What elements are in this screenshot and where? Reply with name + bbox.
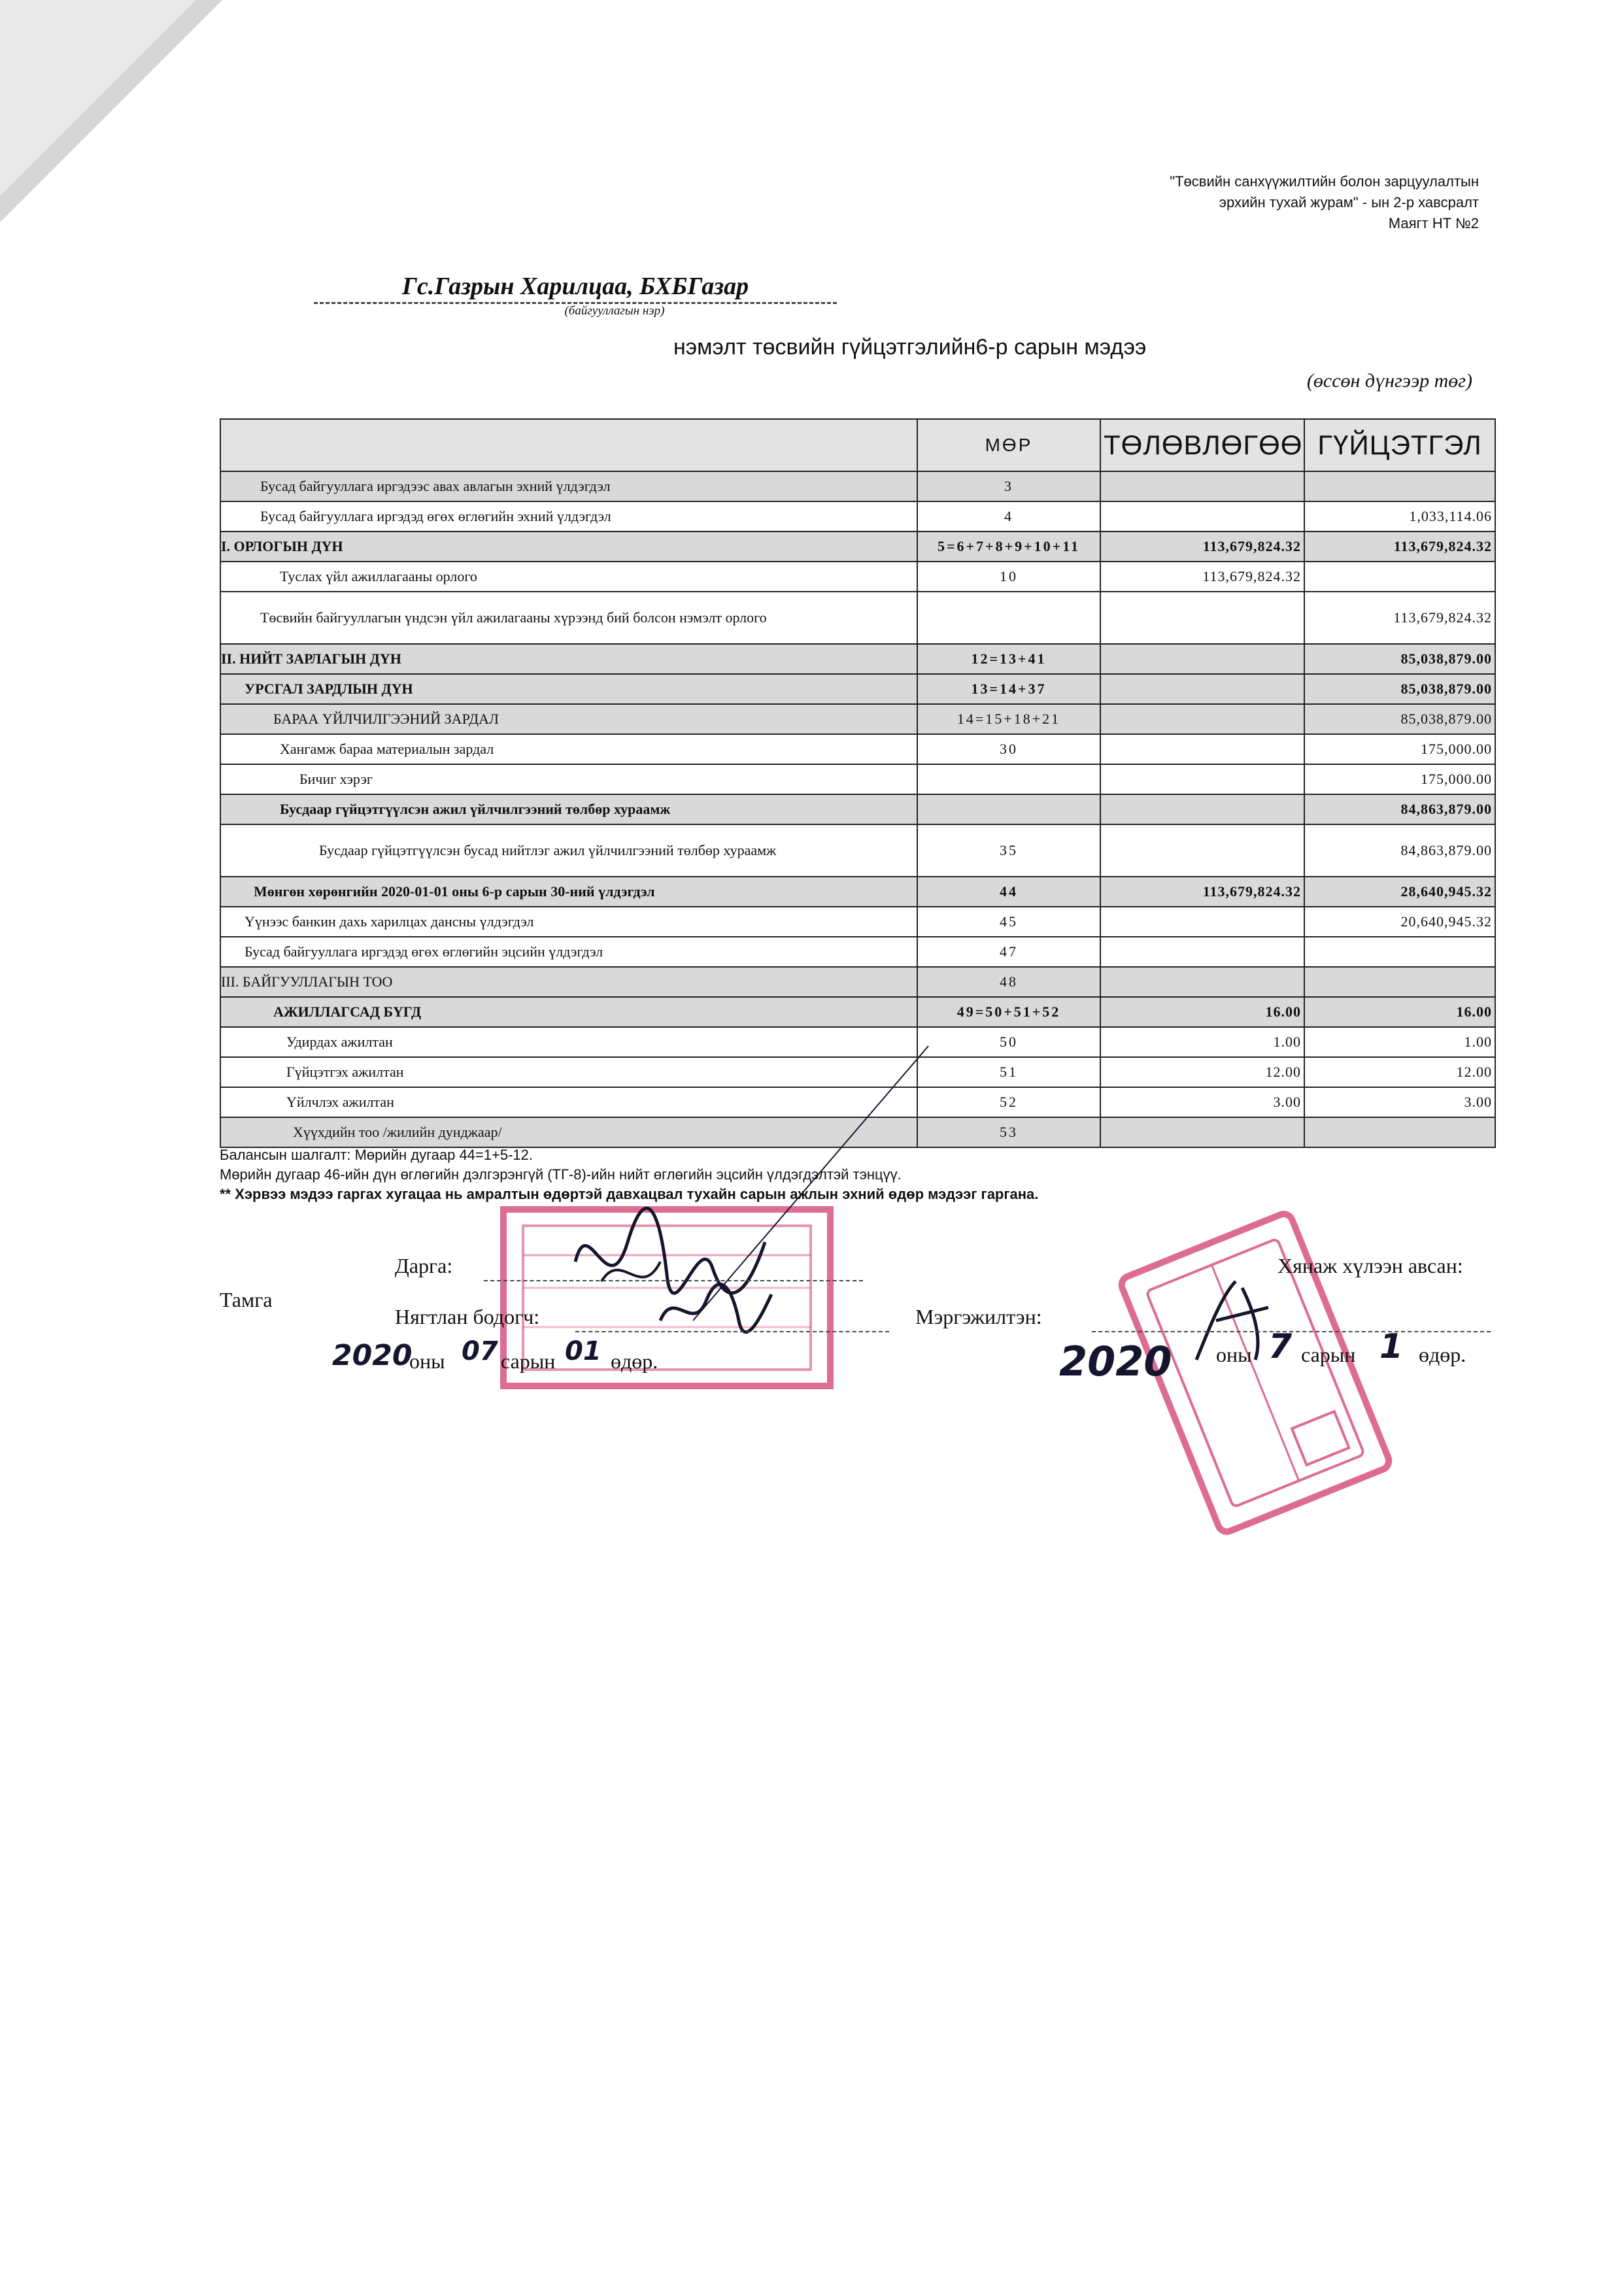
table-row bbox=[220, 764, 1495, 794]
row-code bbox=[917, 592, 1100, 644]
row-actual: 1,033,114.06 bbox=[1304, 501, 1495, 531]
table-row bbox=[220, 704, 1495, 734]
right-date-oni: оны bbox=[1216, 1343, 1252, 1366]
footnote: Мөрийн дугаар 46-ийн дүн өглөгийн дэлгэрэнгүй (ТГ-8)-ийн нийт өглөгийн эцсийн үлдэгдэлтэй тэнцүү. bbox=[220, 1166, 902, 1183]
row-plan: 1.00 bbox=[1100, 1027, 1304, 1057]
row-code: 44 bbox=[917, 877, 1100, 907]
units-note: (өссөн дүнгээр төг) bbox=[1306, 370, 1472, 392]
table-row bbox=[220, 531, 1495, 562]
row-actual bbox=[1304, 471, 1495, 501]
row-plan bbox=[1100, 471, 1304, 501]
accountant-label: Нягтлан бодогч: bbox=[395, 1305, 540, 1328]
row-code: 35 bbox=[917, 824, 1100, 877]
row-label: Бусад байгууллага иргэдэд өгөх өглөгийн эцсийн үлдэгдэл bbox=[220, 937, 917, 967]
row-code: 30 bbox=[917, 734, 1100, 764]
table-row bbox=[220, 967, 1495, 997]
row-label: Үйлчлэх ажилтан bbox=[220, 1087, 917, 1117]
row-plan: 113,679,824.32 bbox=[1100, 531, 1304, 562]
specialist-label: Мэргэжилтэн: bbox=[915, 1305, 1042, 1328]
table-row bbox=[220, 907, 1495, 937]
row-label: Бусдаар гүйцэтгүүлсэн бусад нийтлэг ажил үйлчилгээний төлбөр хураамж bbox=[220, 824, 917, 877]
row-plan: 113,679,824.32 bbox=[1100, 877, 1304, 907]
row-label: Гүйцэтгэх ажилтан bbox=[220, 1057, 917, 1087]
row-actual bbox=[1304, 1117, 1495, 1147]
table-row bbox=[220, 734, 1495, 764]
left-date-year: 2020 bbox=[332, 1339, 413, 1372]
row-plan bbox=[1100, 674, 1304, 704]
row-plan bbox=[1100, 967, 1304, 997]
row-label: Удирдах ажилтан bbox=[220, 1027, 917, 1057]
header-actual: ГҮЙЦЭТГЭЛ bbox=[1304, 419, 1495, 471]
right-date-day: 1 bbox=[1379, 1327, 1404, 1366]
report-table bbox=[220, 418, 1496, 1148]
row-label: Бусад байгууллага иргэдэд өгөх өглөгийн эхний үлдэгдэл bbox=[220, 501, 917, 531]
row-plan: 3.00 bbox=[1100, 1087, 1304, 1117]
row-actual: 3.00 bbox=[1304, 1087, 1495, 1117]
row-code bbox=[917, 794, 1100, 824]
row-actual bbox=[1304, 937, 1495, 967]
row-actual: 175,000.00 bbox=[1304, 734, 1495, 764]
row-actual: 84,863,879.00 bbox=[1304, 824, 1495, 877]
row-plan bbox=[1100, 764, 1304, 794]
row-code: 12=13+41 bbox=[917, 644, 1100, 674]
row-label: АЖИЛЛАГСАД БҮГД bbox=[220, 997, 917, 1027]
footnote: ** Хэрвээ мэдээ гаргах хугацаа нь амралтын өдөртэй давхацвал тухайн сарын ажлын эхний өдөр мэдээг гаргана. bbox=[220, 1186, 1039, 1202]
row-actual: 113,679,824.32 bbox=[1304, 531, 1495, 562]
row-plan bbox=[1100, 937, 1304, 967]
row-actual: 84,863,879.00 bbox=[1304, 794, 1495, 824]
left-date-odor: өдөр. bbox=[611, 1349, 658, 1373]
organization-name: Гс.Газрын Харилцаа, БХБГазар bbox=[314, 272, 837, 304]
row-code: 4 bbox=[917, 501, 1100, 531]
left-date-oni: оны bbox=[409, 1349, 445, 1373]
row-label: Төсвийн байгууллагын үндсэн үйл ажилагааны хүрээнд бий болсон нэмэлт орлого bbox=[220, 592, 917, 644]
form-id: Маягт НТ №2 bbox=[1388, 215, 1479, 231]
row-code: 48 bbox=[917, 967, 1100, 997]
row-actual bbox=[1304, 562, 1495, 592]
row-code: 14=15+18+21 bbox=[917, 704, 1100, 734]
table-row bbox=[220, 877, 1495, 907]
row-label: III. БАЙГУУЛЛАГЫН ТОО bbox=[220, 967, 917, 997]
row-label: Мөнгөн хөрөнгийн 2020-01-01 оны 6-р сарын 30-ний үлдэгдэл bbox=[220, 877, 917, 907]
row-code: 45 bbox=[917, 907, 1100, 937]
table-row bbox=[220, 501, 1495, 531]
accountant-sign-line bbox=[575, 1331, 889, 1332]
header-plan: ТӨЛӨВЛӨГӨӨ bbox=[1100, 419, 1304, 471]
row-plan bbox=[1100, 794, 1304, 824]
left-date-saryn: сарын bbox=[501, 1349, 556, 1373]
row-label: Бусад байгууллага иргэдээс авах авлагын эхний үлдэгдэл bbox=[220, 471, 917, 501]
row-actual: 85,038,879.00 bbox=[1304, 644, 1495, 674]
row-plan bbox=[1100, 824, 1304, 877]
table-row bbox=[220, 794, 1495, 824]
row-plan bbox=[1100, 734, 1304, 764]
row-label: Бусдаар гүйцэтгүүлсэн ажил үйлчилгээний төлбөр хураамж bbox=[220, 794, 917, 824]
row-actual: 85,038,879.00 bbox=[1304, 704, 1495, 734]
row-label: Үүнээс банкин дахь харилцах дансны үлдэгдэл bbox=[220, 907, 917, 937]
table-row bbox=[220, 824, 1495, 877]
organization-caption: (байгууллагын нэр) bbox=[564, 304, 665, 318]
row-code: 50 bbox=[917, 1027, 1100, 1057]
left-date-month: 07 bbox=[462, 1336, 498, 1366]
row-code: 13=14+37 bbox=[917, 674, 1100, 704]
row-code: 53 bbox=[917, 1117, 1100, 1147]
right-date-year: 2020 bbox=[1059, 1338, 1172, 1385]
form-reference bbox=[1170, 171, 1479, 234]
row-actual: 28,640,945.32 bbox=[1304, 877, 1495, 907]
row-label: Хүүхдийн тоо /жилийн дунджаар/ bbox=[220, 1117, 917, 1147]
right-date-month: 7 bbox=[1268, 1327, 1293, 1366]
row-code: 49=50+51+52 bbox=[917, 997, 1100, 1027]
report-title: нэмэлт төсвийн гүйцэтгэлийн6-р сарын мэдээ bbox=[673, 335, 1147, 360]
organization-block bbox=[314, 272, 837, 318]
row-plan bbox=[1100, 907, 1304, 937]
row-actual: 175,000.00 bbox=[1304, 764, 1495, 794]
table-row bbox=[220, 674, 1495, 704]
left-date-day: 01 bbox=[565, 1336, 601, 1366]
row-label: I. ОРЛОГЫН ДҮН bbox=[220, 531, 917, 562]
row-actual: 85,038,879.00 bbox=[1304, 674, 1495, 704]
right-date-odor: өдөр. bbox=[1419, 1343, 1466, 1366]
row-code: 47 bbox=[917, 937, 1100, 967]
row-code: 5=6+7+8+9+10+11 bbox=[917, 531, 1100, 562]
table-row bbox=[220, 997, 1495, 1027]
row-plan bbox=[1100, 592, 1304, 644]
row-actual: 113,679,824.32 bbox=[1304, 592, 1495, 644]
row-plan bbox=[1100, 704, 1304, 734]
director-label: Дарга: bbox=[395, 1254, 453, 1277]
table-row bbox=[220, 471, 1495, 501]
row-actual: 1.00 bbox=[1304, 1027, 1495, 1057]
footnote: Балансын шалгалт: Мөрийн дугаар 44=1+5-12. bbox=[220, 1147, 533, 1163]
diagonal-pen-stroke bbox=[686, 1039, 935, 1327]
table-row bbox=[220, 592, 1495, 644]
reviewed-label: Хянаж хүлээн авсан: bbox=[1277, 1254, 1463, 1277]
row-label: Туслах үйл ажиллагааны орлого bbox=[220, 562, 917, 592]
row-plan: 113,679,824.32 bbox=[1100, 562, 1304, 592]
row-label: БАРАА ҮЙЛЧИЛГЭЭНИЙ ЗАРДАЛ bbox=[220, 704, 917, 734]
table-row bbox=[220, 937, 1495, 967]
row-actual: 20,640,945.32 bbox=[1304, 907, 1495, 937]
row-plan: 12.00 bbox=[1100, 1057, 1304, 1087]
row-code: 10 bbox=[917, 562, 1100, 592]
form-reference-line: эрхийн тухай журам" - ын 2-р хавсралт bbox=[1219, 194, 1479, 211]
table-row bbox=[220, 644, 1495, 674]
row-label: УРСГАЛ ЗАРДЛЫН ДҮН bbox=[220, 674, 917, 704]
row-label: Бичиг хэрэг bbox=[220, 764, 917, 794]
row-code: 3 bbox=[917, 471, 1100, 501]
page-corner-fold bbox=[0, 0, 222, 222]
row-label: II. НИЙТ ЗАРЛАГЫН ДҮН bbox=[220, 644, 917, 674]
row-actual: 12.00 bbox=[1304, 1057, 1495, 1087]
stamp-label: Тамга bbox=[220, 1288, 273, 1311]
row-plan bbox=[1100, 644, 1304, 674]
row-plan bbox=[1100, 1117, 1304, 1147]
row-plan: 16.00 bbox=[1100, 997, 1304, 1027]
table-row bbox=[220, 562, 1495, 592]
row-label: Хангамж бараа материалын зардал bbox=[220, 734, 917, 764]
row-actual bbox=[1304, 967, 1495, 997]
row-code: 52 bbox=[917, 1087, 1100, 1117]
row-actual: 16.00 bbox=[1304, 997, 1495, 1027]
table-header-row bbox=[220, 419, 1495, 471]
director-sign-line bbox=[484, 1280, 863, 1281]
right-date-saryn: сарын bbox=[1301, 1343, 1356, 1366]
form-reference-line: "Төсвийн санхүүжилтийн болон зарцуулалтын bbox=[1170, 173, 1479, 190]
row-code bbox=[917, 764, 1100, 794]
row-plan bbox=[1100, 501, 1304, 531]
header-label bbox=[220, 419, 917, 471]
header-row-code: МӨР bbox=[917, 419, 1100, 471]
row-code: 51 bbox=[917, 1057, 1100, 1087]
